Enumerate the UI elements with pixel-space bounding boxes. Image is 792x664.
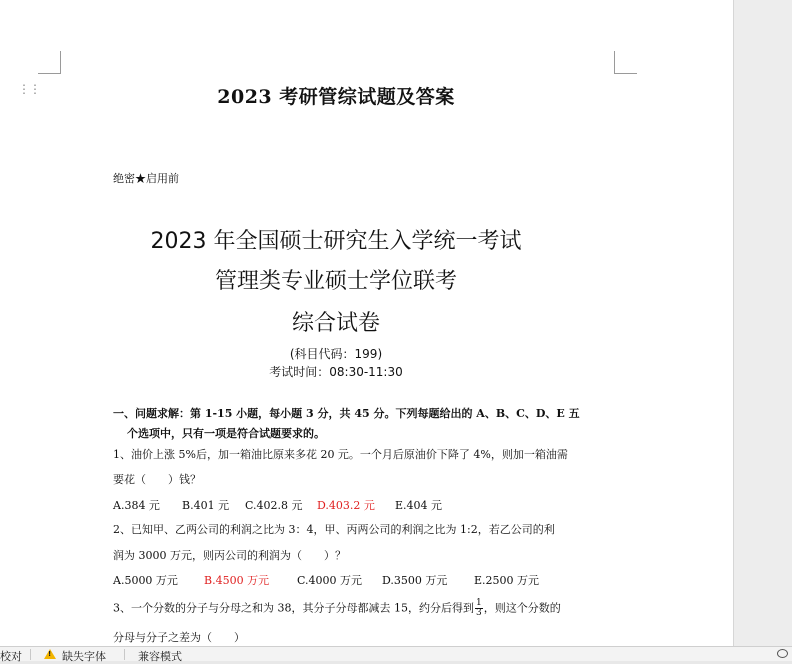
eye-icon[interactable] <box>777 649 788 658</box>
q2-option-e: E.2500 万元 <box>474 574 540 587</box>
q1-option-c: C.402.8 元 <box>245 499 303 512</box>
subject-code: (科目代码：199) <box>289 347 383 361</box>
question-1-line-2: 要花（ ）钱？ <box>113 473 201 486</box>
right-gutter <box>733 0 792 646</box>
section-heading-cont: 个选项中，只有一项是符合试题要求的。 <box>127 427 325 440</box>
exam-title-line-2: 管理类专业硕士学位联考 <box>214 269 457 294</box>
proofread-status[interactable]: 校对 <box>0 650 22 663</box>
exam-title-line-1: 2023 年全国硕士研究生入学统一考试 <box>150 229 522 254</box>
crop-mark-top-right <box>614 51 637 74</box>
confidential-mark: 绝密★启用前 <box>113 172 179 185</box>
question-3-text-a: 3、一个分数的分子与分母之和为 38，其分子分母都减去 15，约分后得到 <box>113 601 474 615</box>
q1-option-a: A.384 元 <box>113 499 160 512</box>
compat-mode-label[interactable]: 兼容模式 <box>138 650 182 663</box>
exam-title-line-3: 综合试卷 <box>291 311 380 336</box>
question-3-line-1 <box>113 599 561 618</box>
q1-option-e: E.404 元 <box>395 499 443 512</box>
question-1-line-1: 1、油价上涨 5%后，加一箱油比原来多花 20 元。一个月后原油价下降了 4%，则加一箱油需 <box>113 448 568 461</box>
q2-option-c: C.4000 万元 <box>297 574 363 587</box>
drag-handle-icon[interactable]: ⋮⋮ <box>18 82 40 96</box>
question-3-line-2: 分母与分子之差为（ ） <box>113 631 245 644</box>
q2-option-b: B.4500 万元 <box>204 574 270 587</box>
q1-option-b: B.401 元 <box>182 499 230 512</box>
question-3-text-b: ，则这个分数的 <box>483 601 561 615</box>
divider <box>30 649 31 660</box>
section-heading: 一、问题求解：第 1-15 小题，每小题 3 分，共 45 分。下列每题给出的 A、B、C、D、E 五 <box>113 407 580 420</box>
question-2-line-1: 2、已知甲、乙两公司的利润之比为 3：4，甲、丙两公司的利润之比为 1:2，若乙公司的利 <box>113 523 555 536</box>
fraction-one-third: $\frac{1}{3}$ <box>475 598 482 618</box>
crop-mark-top-left <box>38 51 61 74</box>
question-2-line-2: 润为 3000 万元，则丙公司的利润为（ ）？ <box>113 549 346 562</box>
q2-option-d: D.3500 万元 <box>382 574 448 587</box>
divider <box>124 649 125 660</box>
missing-font-button[interactable]: 缺失字体 <box>62 650 106 663</box>
document-title: 2023 考研管综试题及答案 <box>217 86 455 108</box>
status-bar <box>0 646 792 661</box>
warning-icon-mark: ! <box>48 650 52 658</box>
q1-option-d: D.403.2 元 <box>317 499 375 512</box>
exam-time: 考试时间：08:30-11:30 <box>269 365 403 379</box>
q2-option-a: A.5000 万元 <box>113 574 178 587</box>
